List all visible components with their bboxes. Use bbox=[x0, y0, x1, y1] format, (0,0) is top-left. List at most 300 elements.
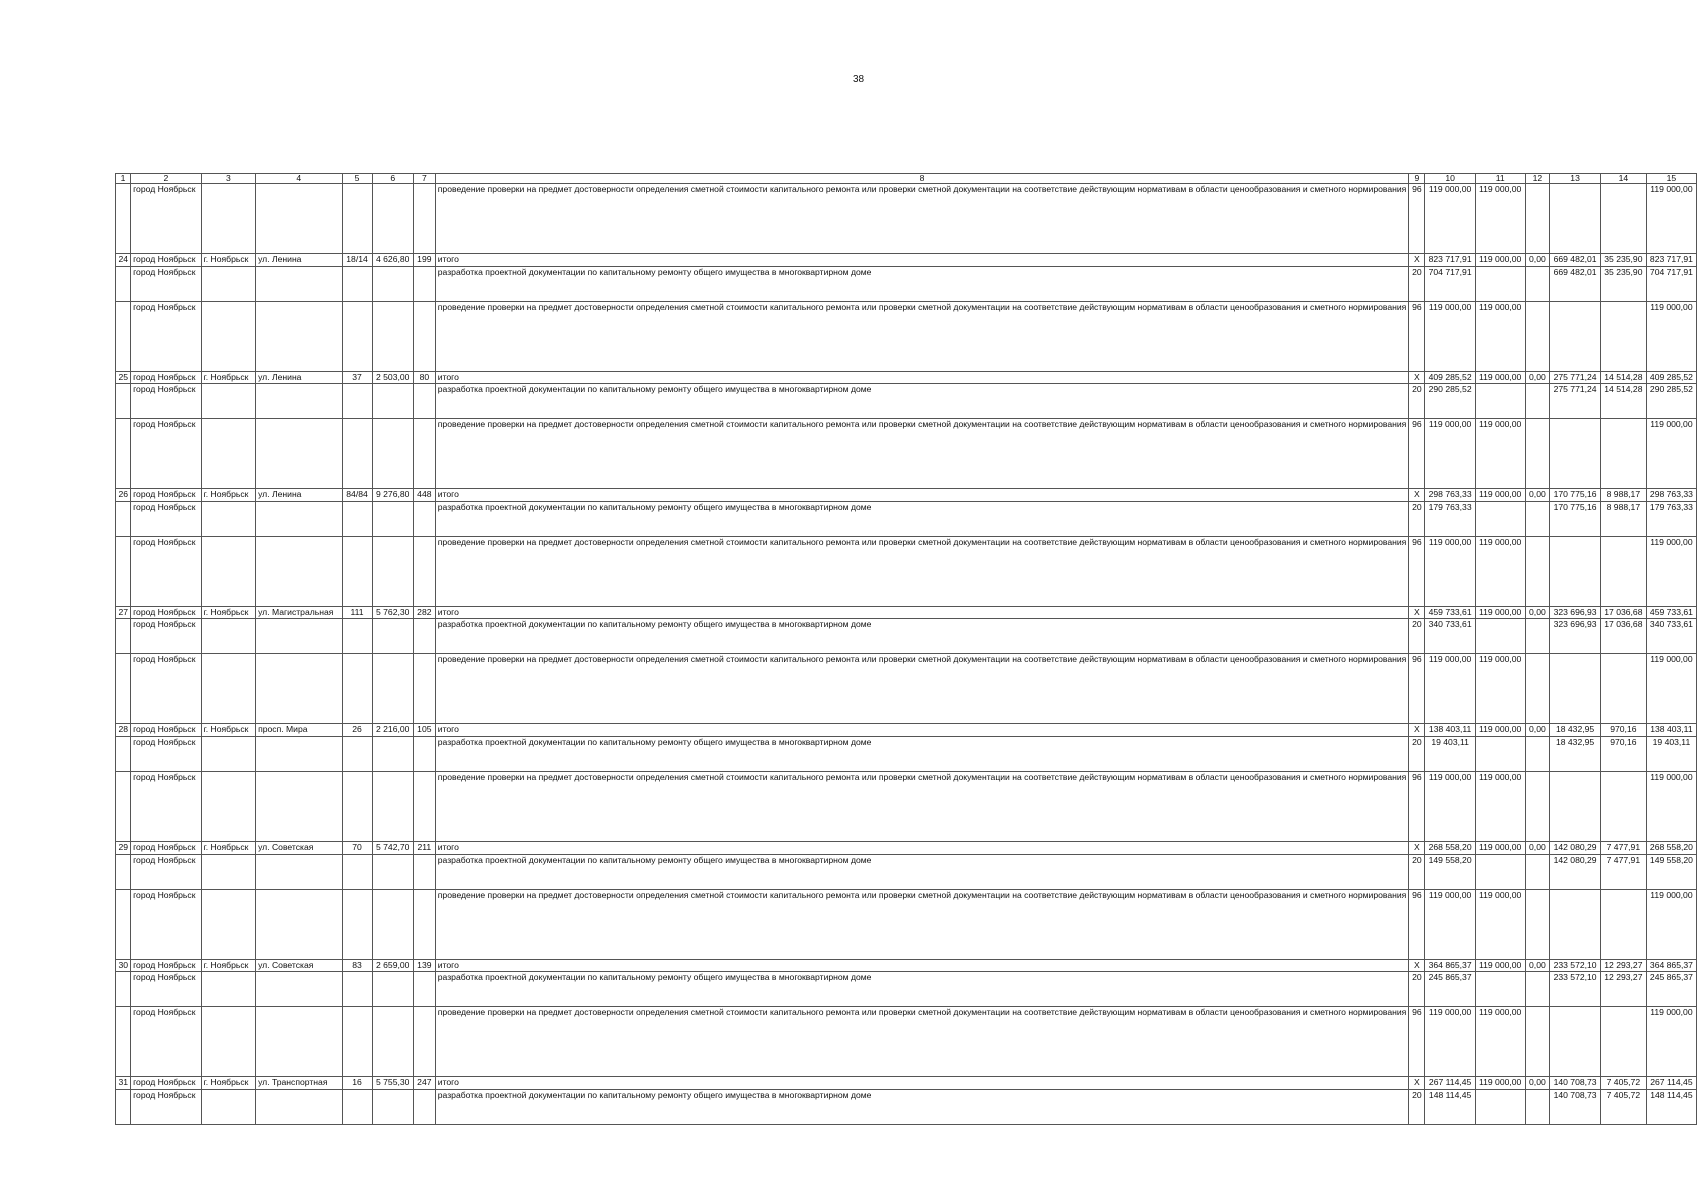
cell-col-14: 8 988,17 bbox=[1600, 501, 1646, 536]
column-header: 14 bbox=[1600, 174, 1646, 184]
cell-col-6: 5 755,30 bbox=[372, 1077, 413, 1090]
cell-col-4 bbox=[256, 301, 342, 371]
cell-col-2: город Ноябрьск bbox=[131, 536, 202, 606]
cell-col-15: 245 865,37 bbox=[1646, 972, 1696, 1007]
cell-col-7 bbox=[413, 384, 435, 419]
column-header: 9 bbox=[1409, 174, 1425, 184]
cell-col-3: г. Ноябрьск bbox=[201, 724, 255, 737]
cell-col-4: ул. Советская bbox=[256, 959, 342, 972]
cell-col-2: город Ноябрьск bbox=[131, 854, 202, 889]
cell-col-6 bbox=[372, 972, 413, 1007]
cell-col-13: 669 482,01 bbox=[1550, 266, 1601, 301]
cell-col-6: 4 626,80 bbox=[372, 254, 413, 267]
cell-col-3 bbox=[201, 301, 255, 371]
cell-col-7: 211 bbox=[413, 841, 435, 854]
cell-col-11 bbox=[1475, 972, 1525, 1007]
cell-col-14: 14 514,28 bbox=[1600, 384, 1646, 419]
cell-col-1: 30 bbox=[116, 959, 131, 972]
cell-col-11 bbox=[1475, 1089, 1525, 1124]
column-header: 4 bbox=[256, 174, 342, 184]
cell-col-12 bbox=[1525, 536, 1550, 606]
cell-col-13 bbox=[1550, 419, 1601, 489]
cell-col-12 bbox=[1525, 771, 1550, 841]
cell-col-6: 9 276,80 bbox=[372, 489, 413, 502]
cell-col-10: 245 865,37 bbox=[1425, 972, 1475, 1007]
cell-col-1: 27 bbox=[116, 606, 131, 619]
cell-col-2: город Ноябрьск bbox=[131, 959, 202, 972]
cell-col-10: 298 763,33 bbox=[1425, 489, 1475, 502]
cell-col-13: 323 696,93 bbox=[1550, 619, 1601, 654]
cell-col-15: 267 114,45 bbox=[1646, 1077, 1696, 1090]
cell-col-9: X bbox=[1409, 254, 1425, 267]
cell-col-2: город Ноябрьск bbox=[131, 771, 202, 841]
cell-col-5 bbox=[342, 771, 372, 841]
cell-col-8: разработка проектной документации по капитальному ремонту общего имущества в многоквартирном доме bbox=[435, 1089, 1409, 1124]
cell-col-8: итого bbox=[435, 606, 1409, 619]
cell-col-8: разработка проектной документации по капитальному ремонту общего имущества в многоквартирном доме bbox=[435, 736, 1409, 771]
cell-col-13: 275 771,24 bbox=[1550, 371, 1601, 384]
cell-col-9: X bbox=[1409, 606, 1425, 619]
cell-col-12 bbox=[1525, 301, 1550, 371]
cell-col-7 bbox=[413, 889, 435, 959]
table-row bbox=[116, 654, 1697, 724]
cell-col-1: 29 bbox=[116, 841, 131, 854]
cell-col-10: 119 000,00 bbox=[1425, 771, 1475, 841]
cell-col-5 bbox=[342, 419, 372, 489]
cell-col-3 bbox=[201, 184, 255, 254]
cell-col-14: 17 036,68 bbox=[1600, 606, 1646, 619]
cell-col-10: 19 403,11 bbox=[1425, 736, 1475, 771]
cell-col-5 bbox=[342, 972, 372, 1007]
cell-col-7: 139 bbox=[413, 959, 435, 972]
cell-col-6 bbox=[372, 771, 413, 841]
cell-col-5: 26 bbox=[342, 724, 372, 737]
cell-col-6 bbox=[372, 889, 413, 959]
cell-col-3: г. Ноябрьск bbox=[201, 489, 255, 502]
cell-col-14: 17 036,68 bbox=[1600, 619, 1646, 654]
cell-col-5 bbox=[342, 266, 372, 301]
cell-col-12: 0,00 bbox=[1525, 1077, 1550, 1090]
cell-col-13 bbox=[1550, 889, 1601, 959]
cell-col-13: 18 432,95 bbox=[1550, 736, 1601, 771]
cell-col-2: город Ноябрьск bbox=[131, 606, 202, 619]
cell-col-5: 16 bbox=[342, 1077, 372, 1090]
cell-col-15: 290 285,52 bbox=[1646, 384, 1696, 419]
table-row bbox=[116, 724, 1697, 737]
column-header: 7 bbox=[413, 174, 435, 184]
cell-col-14 bbox=[1600, 1007, 1646, 1077]
cell-col-1 bbox=[116, 1089, 131, 1124]
cell-col-5 bbox=[342, 654, 372, 724]
cell-col-3 bbox=[201, 889, 255, 959]
cell-col-9: X bbox=[1409, 724, 1425, 737]
cell-col-6 bbox=[372, 736, 413, 771]
cell-col-10: 290 285,52 bbox=[1425, 384, 1475, 419]
cell-col-13 bbox=[1550, 184, 1601, 254]
cell-col-15: 119 000,00 bbox=[1646, 771, 1696, 841]
column-header: 11 bbox=[1475, 174, 1525, 184]
cell-col-3 bbox=[201, 654, 255, 724]
cell-col-11: 119 000,00 bbox=[1475, 654, 1525, 724]
cell-col-10: 364 865,37 bbox=[1425, 959, 1475, 972]
cell-col-12 bbox=[1525, 619, 1550, 654]
cell-col-14: 7 405,72 bbox=[1600, 1089, 1646, 1124]
cell-col-5 bbox=[342, 536, 372, 606]
cell-col-12: 0,00 bbox=[1525, 841, 1550, 854]
cell-col-3 bbox=[201, 419, 255, 489]
column-header: 2 bbox=[131, 174, 202, 184]
table-body bbox=[116, 184, 1697, 1125]
cell-col-13: 669 482,01 bbox=[1550, 254, 1601, 267]
column-number-row bbox=[116, 174, 1697, 184]
cell-col-15: 364 865,37 bbox=[1646, 959, 1696, 972]
cell-col-5 bbox=[342, 854, 372, 889]
cell-col-8: проведение проверки на предмет достоверности определения сметной стоимости капитального ремонта или проверки сметной документации на соответствие действующим нормативам в области ценообразования и сметного нормирования bbox=[435, 419, 1409, 489]
table-row bbox=[116, 1089, 1697, 1124]
cell-col-4: ул. Советская bbox=[256, 841, 342, 854]
cell-col-10: 119 000,00 bbox=[1425, 654, 1475, 724]
cell-col-10: 179 763,33 bbox=[1425, 501, 1475, 536]
cell-col-11: 119 000,00 bbox=[1475, 489, 1525, 502]
cell-col-15: 119 000,00 bbox=[1646, 419, 1696, 489]
cell-col-2: город Ноябрьск bbox=[131, 254, 202, 267]
table-row bbox=[116, 972, 1697, 1007]
cell-col-15: 119 000,00 bbox=[1646, 301, 1696, 371]
table-row bbox=[116, 536, 1697, 606]
cell-col-9: 96 bbox=[1409, 184, 1425, 254]
cell-col-3: г. Ноябрьск bbox=[201, 1077, 255, 1090]
cell-col-10: 148 114,45 bbox=[1425, 1089, 1475, 1124]
cell-col-3 bbox=[201, 1089, 255, 1124]
cell-col-5: 83 bbox=[342, 959, 372, 972]
cell-col-4: просп. Мира bbox=[256, 724, 342, 737]
cell-col-15: 704 717,91 bbox=[1646, 266, 1696, 301]
table-row bbox=[116, 301, 1697, 371]
cell-col-9: 96 bbox=[1409, 654, 1425, 724]
cell-col-9: 20 bbox=[1409, 972, 1425, 1007]
cell-col-4: ул. Ленина bbox=[256, 371, 342, 384]
cell-col-7: 105 bbox=[413, 724, 435, 737]
cell-col-15: 459 733,61 bbox=[1646, 606, 1696, 619]
cell-col-1 bbox=[116, 1007, 131, 1077]
cell-col-9: X bbox=[1409, 489, 1425, 502]
cell-col-4 bbox=[256, 419, 342, 489]
cell-col-8: итого bbox=[435, 371, 1409, 384]
cell-col-6: 2 659,00 bbox=[372, 959, 413, 972]
cell-col-2: город Ноябрьск bbox=[131, 489, 202, 502]
cell-col-4 bbox=[256, 1007, 342, 1077]
table-row bbox=[116, 489, 1697, 502]
column-header: 12 bbox=[1525, 174, 1550, 184]
cell-col-6: 2 503,00 bbox=[372, 371, 413, 384]
cell-col-9: 96 bbox=[1409, 536, 1425, 606]
cell-col-6 bbox=[372, 419, 413, 489]
table-row bbox=[116, 959, 1697, 972]
cell-col-6 bbox=[372, 301, 413, 371]
cell-col-7 bbox=[413, 972, 435, 1007]
cell-col-9: 96 bbox=[1409, 771, 1425, 841]
column-header: 8 bbox=[435, 174, 1409, 184]
cell-col-14: 7 405,72 bbox=[1600, 1077, 1646, 1090]
cell-col-12 bbox=[1525, 972, 1550, 1007]
cell-col-9: 20 bbox=[1409, 384, 1425, 419]
cell-col-15: 19 403,11 bbox=[1646, 736, 1696, 771]
cell-col-10: 823 717,91 bbox=[1425, 254, 1475, 267]
cell-col-10: 149 558,20 bbox=[1425, 854, 1475, 889]
cell-col-6 bbox=[372, 654, 413, 724]
cell-col-7: 199 bbox=[413, 254, 435, 267]
cell-col-3 bbox=[201, 972, 255, 1007]
cell-col-1: 31 bbox=[116, 1077, 131, 1090]
cell-col-8: проведение проверки на предмет достоверности определения сметной стоимости капитального ремонта или проверки сметной документации на соответствие действующим нормативам в области ценообразования и сметного нормирования bbox=[435, 536, 1409, 606]
cell-col-14: 12 293,27 bbox=[1600, 959, 1646, 972]
cell-col-3 bbox=[201, 536, 255, 606]
cell-col-4 bbox=[256, 384, 342, 419]
cell-col-13: 275 771,24 bbox=[1550, 384, 1601, 419]
cell-col-2: город Ноябрьск bbox=[131, 972, 202, 1007]
cell-col-6 bbox=[372, 384, 413, 419]
cell-col-13 bbox=[1550, 536, 1601, 606]
cell-col-12 bbox=[1525, 889, 1550, 959]
cell-col-1 bbox=[116, 501, 131, 536]
cell-col-11 bbox=[1475, 854, 1525, 889]
cell-col-11: 119 000,00 bbox=[1475, 1077, 1525, 1090]
cell-col-8: разработка проектной документации по капитальному ремонту общего имущества в многоквартирном доме bbox=[435, 619, 1409, 654]
cell-col-1 bbox=[116, 184, 131, 254]
cell-col-9: 96 bbox=[1409, 301, 1425, 371]
cell-col-14: 35 235,90 bbox=[1600, 266, 1646, 301]
cell-col-10: 409 285,52 bbox=[1425, 371, 1475, 384]
cell-col-9: 20 bbox=[1409, 266, 1425, 301]
cell-col-13: 323 696,93 bbox=[1550, 606, 1601, 619]
cell-col-6 bbox=[372, 619, 413, 654]
cell-col-1: 24 bbox=[116, 254, 131, 267]
cell-col-5 bbox=[342, 1089, 372, 1124]
cell-col-2: город Ноябрьск bbox=[131, 1089, 202, 1124]
cell-col-12 bbox=[1525, 501, 1550, 536]
cell-col-5 bbox=[342, 184, 372, 254]
cell-col-14: 970,16 bbox=[1600, 736, 1646, 771]
table-row bbox=[116, 606, 1697, 619]
cell-col-7 bbox=[413, 419, 435, 489]
cell-col-15: 298 763,33 bbox=[1646, 489, 1696, 502]
cell-col-15: 138 403,11 bbox=[1646, 724, 1696, 737]
cell-col-13 bbox=[1550, 301, 1601, 371]
cell-col-12 bbox=[1525, 1007, 1550, 1077]
cell-col-6 bbox=[372, 184, 413, 254]
cell-col-8: разработка проектной документации по капитальному ремонту общего имущества в многоквартирном доме bbox=[435, 854, 1409, 889]
cell-col-9: 96 bbox=[1409, 889, 1425, 959]
cell-col-9: 20 bbox=[1409, 1089, 1425, 1124]
cell-col-7 bbox=[413, 1007, 435, 1077]
cell-col-5: 84/84 bbox=[342, 489, 372, 502]
cell-col-4 bbox=[256, 889, 342, 959]
cell-col-4 bbox=[256, 536, 342, 606]
cell-col-9: 20 bbox=[1409, 854, 1425, 889]
cell-col-2: город Ноябрьск bbox=[131, 419, 202, 489]
cell-col-5 bbox=[342, 736, 372, 771]
cell-col-9: 20 bbox=[1409, 619, 1425, 654]
cell-col-8: проведение проверки на предмет достоверности определения сметной стоимости капитального ремонта или проверки сметной документации на соответствие действующим нормативам в области ценообразования и сметного нормирования bbox=[435, 301, 1409, 371]
cell-col-3 bbox=[201, 501, 255, 536]
table-row bbox=[116, 619, 1697, 654]
cell-col-5 bbox=[342, 501, 372, 536]
cell-col-9: X bbox=[1409, 841, 1425, 854]
cell-col-7: 247 bbox=[413, 1077, 435, 1090]
cell-col-9: X bbox=[1409, 1077, 1425, 1090]
cell-col-14: 35 235,90 bbox=[1600, 254, 1646, 267]
cell-col-4: ул. Транспортная bbox=[256, 1077, 342, 1090]
cell-col-15: 119 000,00 bbox=[1646, 536, 1696, 606]
cell-col-8: проведение проверки на предмет достоверности определения сметной стоимости капитального ремонта или проверки сметной документации на соответствие действующим нормативам в области ценообразования и сметного нормирования bbox=[435, 184, 1409, 254]
cell-col-11: 119 000,00 bbox=[1475, 841, 1525, 854]
cell-col-12 bbox=[1525, 184, 1550, 254]
cell-col-5 bbox=[342, 384, 372, 419]
cell-col-13: 18 432,95 bbox=[1550, 724, 1601, 737]
cell-col-11 bbox=[1475, 619, 1525, 654]
cell-col-7 bbox=[413, 654, 435, 724]
cell-col-9: X bbox=[1409, 959, 1425, 972]
cell-col-14: 970,16 bbox=[1600, 724, 1646, 737]
cell-col-4: ул. Ленина bbox=[256, 254, 342, 267]
cell-col-1 bbox=[116, 854, 131, 889]
cell-col-4: ул. Ленина bbox=[256, 489, 342, 502]
cell-col-15: 340 733,61 bbox=[1646, 619, 1696, 654]
cell-col-12 bbox=[1525, 736, 1550, 771]
cell-col-13: 233 572,10 bbox=[1550, 959, 1601, 972]
cell-col-4 bbox=[256, 619, 342, 654]
cell-col-3 bbox=[201, 266, 255, 301]
column-header: 10 bbox=[1425, 174, 1475, 184]
cell-col-7: 282 bbox=[413, 606, 435, 619]
cell-col-12 bbox=[1525, 1089, 1550, 1124]
cell-col-7 bbox=[413, 619, 435, 654]
cell-col-8: итого bbox=[435, 1077, 1409, 1090]
cell-col-3 bbox=[201, 384, 255, 419]
cell-col-11: 119 000,00 bbox=[1475, 724, 1525, 737]
cell-col-15: 119 000,00 bbox=[1646, 184, 1696, 254]
cell-col-14 bbox=[1600, 536, 1646, 606]
cell-col-2: город Ноябрьск bbox=[131, 1077, 202, 1090]
cell-col-14: 12 293,27 bbox=[1600, 972, 1646, 1007]
cell-col-9: 20 bbox=[1409, 501, 1425, 536]
cell-col-7 bbox=[413, 184, 435, 254]
cell-col-7 bbox=[413, 1089, 435, 1124]
cell-col-13 bbox=[1550, 771, 1601, 841]
cell-col-12 bbox=[1525, 419, 1550, 489]
cell-col-13: 140 708,73 bbox=[1550, 1077, 1601, 1090]
cell-col-14: 14 514,28 bbox=[1600, 371, 1646, 384]
cell-col-10: 119 000,00 bbox=[1425, 184, 1475, 254]
cell-col-14 bbox=[1600, 184, 1646, 254]
cell-col-11: 119 000,00 bbox=[1475, 254, 1525, 267]
cell-col-3: г. Ноябрьск bbox=[201, 254, 255, 267]
cell-col-14 bbox=[1600, 654, 1646, 724]
cell-col-14 bbox=[1600, 301, 1646, 371]
table-row bbox=[116, 841, 1697, 854]
cell-col-8: итого bbox=[435, 254, 1409, 267]
cell-col-1 bbox=[116, 266, 131, 301]
cell-col-14 bbox=[1600, 889, 1646, 959]
cell-col-2: город Ноябрьск bbox=[131, 1007, 202, 1077]
column-header: 3 bbox=[201, 174, 255, 184]
cell-col-13: 140 708,73 bbox=[1550, 1089, 1601, 1124]
cell-col-9: 96 bbox=[1409, 419, 1425, 489]
cell-col-2: город Ноябрьск bbox=[131, 266, 202, 301]
cell-col-3 bbox=[201, 771, 255, 841]
cell-col-3: г. Ноябрьск bbox=[201, 841, 255, 854]
cell-col-8: проведение проверки на предмет достоверности определения сметной стоимости капитального ремонта или проверки сметной документации на соответствие действующим нормативам в области ценообразования и сметного нормирования bbox=[435, 1007, 1409, 1077]
cell-col-3: г. Ноябрьск bbox=[201, 371, 255, 384]
cell-col-15: 119 000,00 bbox=[1646, 889, 1696, 959]
cell-col-9: 96 bbox=[1409, 1007, 1425, 1077]
cell-col-6 bbox=[372, 501, 413, 536]
table-row bbox=[116, 384, 1697, 419]
cell-col-5 bbox=[342, 889, 372, 959]
cell-col-3 bbox=[201, 736, 255, 771]
cell-col-10: 119 000,00 bbox=[1425, 536, 1475, 606]
cell-col-5 bbox=[342, 301, 372, 371]
cell-col-13: 170 775,16 bbox=[1550, 489, 1601, 502]
cell-col-15: 119 000,00 bbox=[1646, 1007, 1696, 1077]
cell-col-7 bbox=[413, 736, 435, 771]
cell-col-1: 26 bbox=[116, 489, 131, 502]
cell-col-2: город Ноябрьск bbox=[131, 184, 202, 254]
cell-col-7 bbox=[413, 854, 435, 889]
cell-col-11: 119 000,00 bbox=[1475, 771, 1525, 841]
cell-col-12: 0,00 bbox=[1525, 254, 1550, 267]
cell-col-12 bbox=[1525, 654, 1550, 724]
cell-col-9: X bbox=[1409, 371, 1425, 384]
cell-col-11: 119 000,00 bbox=[1475, 959, 1525, 972]
cell-col-10: 119 000,00 bbox=[1425, 301, 1475, 371]
cell-col-2: город Ноябрьск bbox=[131, 724, 202, 737]
cell-col-13: 170 775,16 bbox=[1550, 501, 1601, 536]
cell-col-8: проведение проверки на предмет достоверности определения сметной стоимости капитального ремонта или проверки сметной документации на соответствие действующим нормативам в области ценообразования и сметного нормирования bbox=[435, 654, 1409, 724]
cell-col-10: 704 717,91 bbox=[1425, 266, 1475, 301]
cell-col-15: 268 558,20 bbox=[1646, 841, 1696, 854]
cell-col-11: 119 000,00 bbox=[1475, 889, 1525, 959]
cell-col-7: 80 bbox=[413, 371, 435, 384]
table-row bbox=[116, 736, 1697, 771]
cell-col-15: 119 000,00 bbox=[1646, 654, 1696, 724]
cell-col-4 bbox=[256, 266, 342, 301]
cell-col-5: 18/14 bbox=[342, 254, 372, 267]
cell-col-10: 267 114,45 bbox=[1425, 1077, 1475, 1090]
table-row bbox=[116, 1007, 1697, 1077]
cell-col-6 bbox=[372, 1007, 413, 1077]
cell-col-13 bbox=[1550, 654, 1601, 724]
cell-col-4 bbox=[256, 854, 342, 889]
cell-col-9: 20 bbox=[1409, 736, 1425, 771]
cell-col-6 bbox=[372, 266, 413, 301]
cell-col-11: 119 000,00 bbox=[1475, 606, 1525, 619]
cell-col-8: разработка проектной документации по капитальному ремонту общего имущества в многоквартирном доме bbox=[435, 266, 1409, 301]
column-header: 6 bbox=[372, 174, 413, 184]
table-row bbox=[116, 854, 1697, 889]
cell-col-4 bbox=[256, 771, 342, 841]
cell-col-14: 7 477,91 bbox=[1600, 841, 1646, 854]
cell-col-5: 37 bbox=[342, 371, 372, 384]
cell-col-7 bbox=[413, 501, 435, 536]
table-row bbox=[116, 1077, 1697, 1090]
cell-col-12 bbox=[1525, 854, 1550, 889]
page-number: 38 bbox=[852, 74, 865, 85]
cell-col-12: 0,00 bbox=[1525, 724, 1550, 737]
cell-col-5 bbox=[342, 619, 372, 654]
cell-col-14 bbox=[1600, 419, 1646, 489]
cell-col-3: г. Ноябрьск bbox=[201, 959, 255, 972]
